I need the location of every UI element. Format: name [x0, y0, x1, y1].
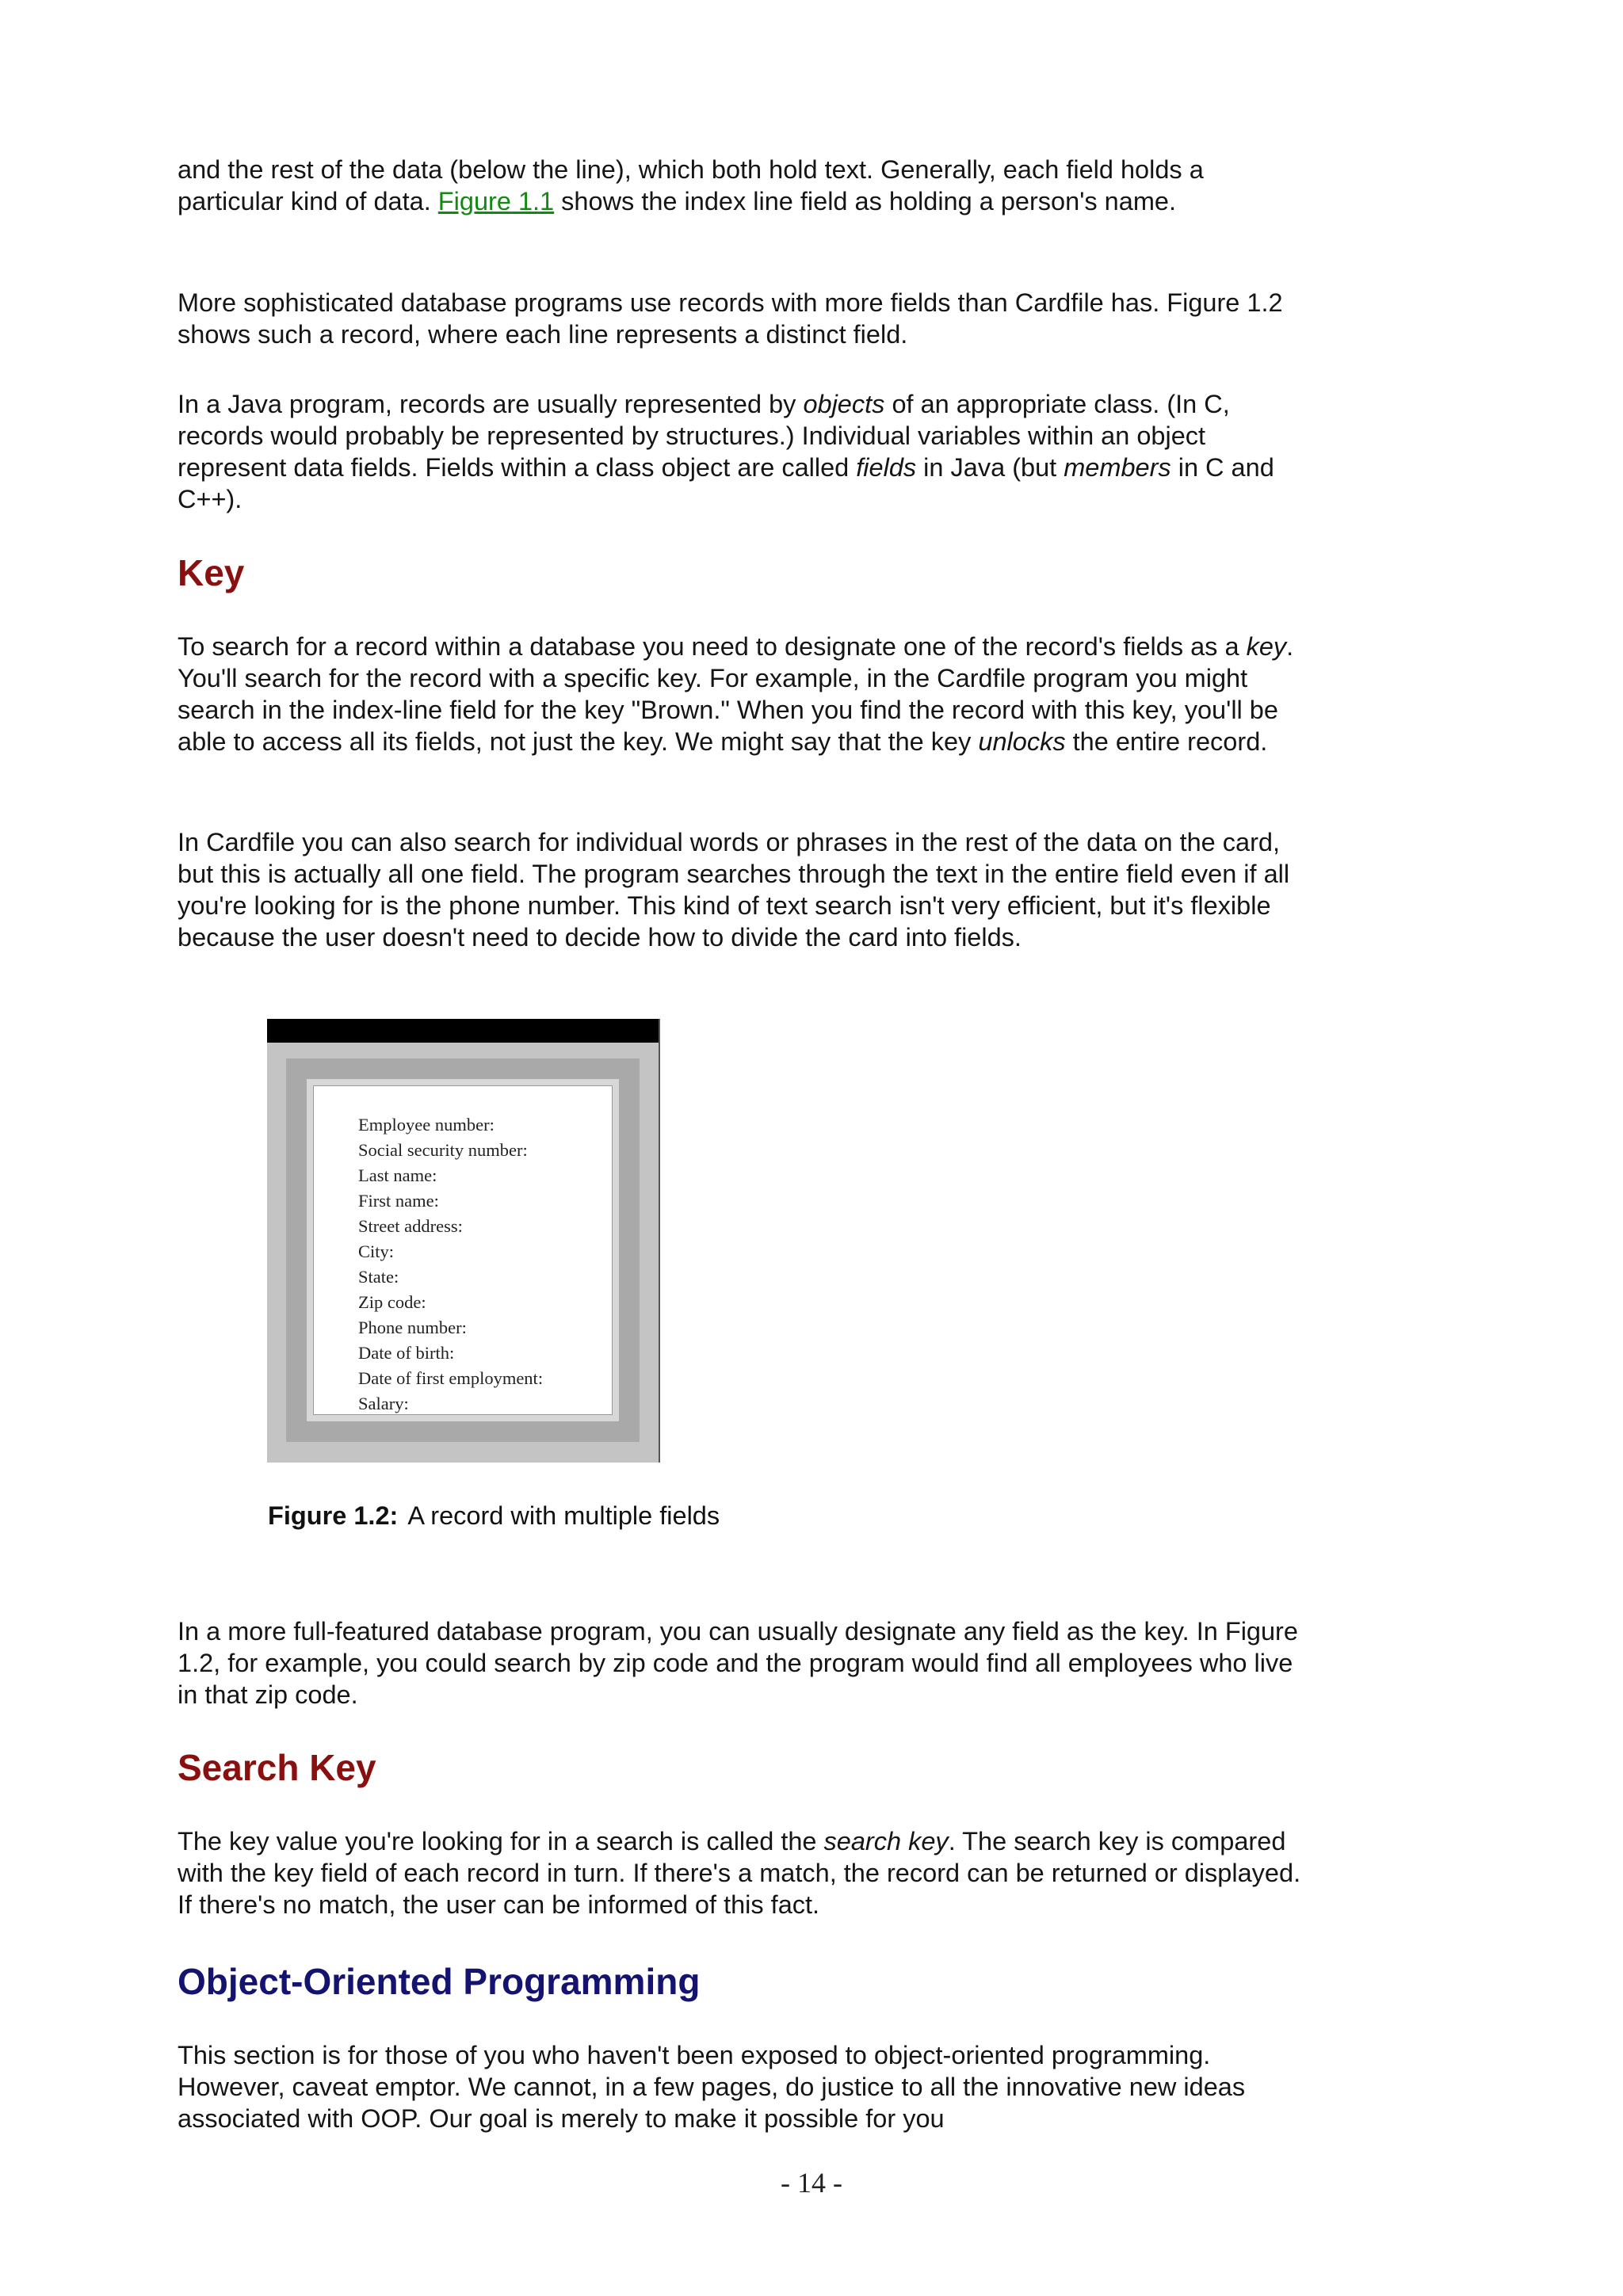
record-field-label: Last name:: [358, 1165, 437, 1185]
heading-search-key: Search Key: [178, 1747, 376, 1788]
paragraph-text: . You'll search for the record with a specific key. For example, in the Cardfile program you might search in the index-line field for the key "Brown." When you find the record with this key, you'll be able to access all its fields, not just the key. We might say that the key: [178, 632, 1294, 756]
italic-term: unlocks: [978, 727, 1066, 756]
paragraph-text: In a Java program, records are usually represented by: [178, 390, 804, 418]
paragraph-java-records: [178, 388, 1303, 515]
figure-caption-label: Figure 1.2:: [268, 1501, 399, 1530]
record-field-label: First name:: [358, 1191, 439, 1211]
record-field-label: Zip code:: [358, 1292, 426, 1312]
paragraph-oop-intro: [178, 2039, 1303, 2134]
figure-1-1-link[interactable]: Figure 1.1: [437, 187, 555, 215]
record-field-label: Phone number:: [358, 1318, 467, 1337]
paragraph-text: in Java (but: [916, 453, 1064, 482]
paragraph-text: the entire record.: [1065, 727, 1268, 756]
paragraph-text: More sophisticated database programs use records with more fields than Cardfile has. Figure 1.2 shows such a record, where each line represents a distinct field.: [178, 288, 1283, 349]
paragraph-fields-intro: [178, 154, 1303, 217]
paragraph-full-featured: [178, 1615, 1303, 1711]
figure-record-card: [267, 1019, 660, 1463]
record-field-label: Street address:: [358, 1216, 463, 1236]
paragraph-text: To search for a record within a database you need to designate one of the record's fields as a: [178, 632, 1247, 661]
paragraph-text: This section is for those of you who haven't been exposed to object-oriented programming. However, caveat emptor. We cannot, in a few pages, do justice to all the innovative new ideas associated with OOP. Our goal is merely to make it possible for you: [178, 2041, 1246, 2133]
record-field-label: Social security number:: [358, 1140, 528, 1160]
paragraph-text: . The search key is compared with the key field of each record in turn. If there's a match, the record can be returned or displayed. If there's no match, the user can be informed of this fact.: [178, 1827, 1301, 1919]
paragraph-text: In a more full-featured database program, you can usually designate any field as the key. In Figure 1.2, for example, you could search by zip code and the program would find all employees who live in that zip code.: [178, 1617, 1298, 1709]
paragraph-text: and the rest of the data (below the line), which both hold text. Generally, each field holds a particular kind of data.: [178, 155, 1204, 215]
italic-term: key: [1246, 632, 1287, 661]
record-field-label: Date of birth:: [358, 1343, 455, 1363]
paragraph-cardfile-search: [178, 826, 1303, 953]
record-field-label: Employee number:: [358, 1115, 495, 1135]
paragraph-text: The key value you're looking for in a search is called the: [178, 1827, 824, 1855]
italic-term: fields: [856, 453, 917, 482]
paragraph-text: In Cardfile you can also search for individual words or phrases in the rest of the data on the card, but this is actually all one field. The program searches through the text in the entire field even if all you're looking for is the phone number. This kind of text search isn't very efficient, but it's flexible because the user doesn't need to decide how to divide the card into fields.: [178, 828, 1290, 952]
heading-key: Key: [178, 552, 245, 593]
record-field-label: State:: [358, 1267, 399, 1287]
paragraph-text: of an appropriate class. (In C, records would probably be represented by structures.) Individual variables within an object represent data fields. Fields within a class object are called: [178, 390, 1230, 482]
figure-title-bar: [267, 1019, 659, 1043]
figure-caption-text: A record with multiple fields: [407, 1501, 720, 1530]
record-field-list: [358, 1112, 543, 1417]
record-field-label: City:: [358, 1241, 395, 1261]
record-field-label: Date of first employment:: [358, 1368, 544, 1388]
heading-oop: Object-Oriented Programming: [178, 1961, 701, 2002]
paragraph-search-record: [178, 631, 1303, 757]
paragraph-text: in C and C++).: [178, 453, 1274, 513]
paragraph-text: shows the index line field as holding a person's name.: [554, 187, 1177, 215]
record-field-label: Salary:: [358, 1394, 409, 1413]
paragraph-search-key: [178, 1825, 1303, 1920]
italic-term: members: [1064, 453, 1171, 482]
page-number: - 14 -: [781, 2167, 842, 2199]
italic-term: search key: [823, 1827, 949, 1855]
paragraph-sophisticated-programs: [178, 287, 1303, 350]
figure-caption: [268, 1500, 720, 1531]
italic-term: objects: [803, 390, 885, 418]
